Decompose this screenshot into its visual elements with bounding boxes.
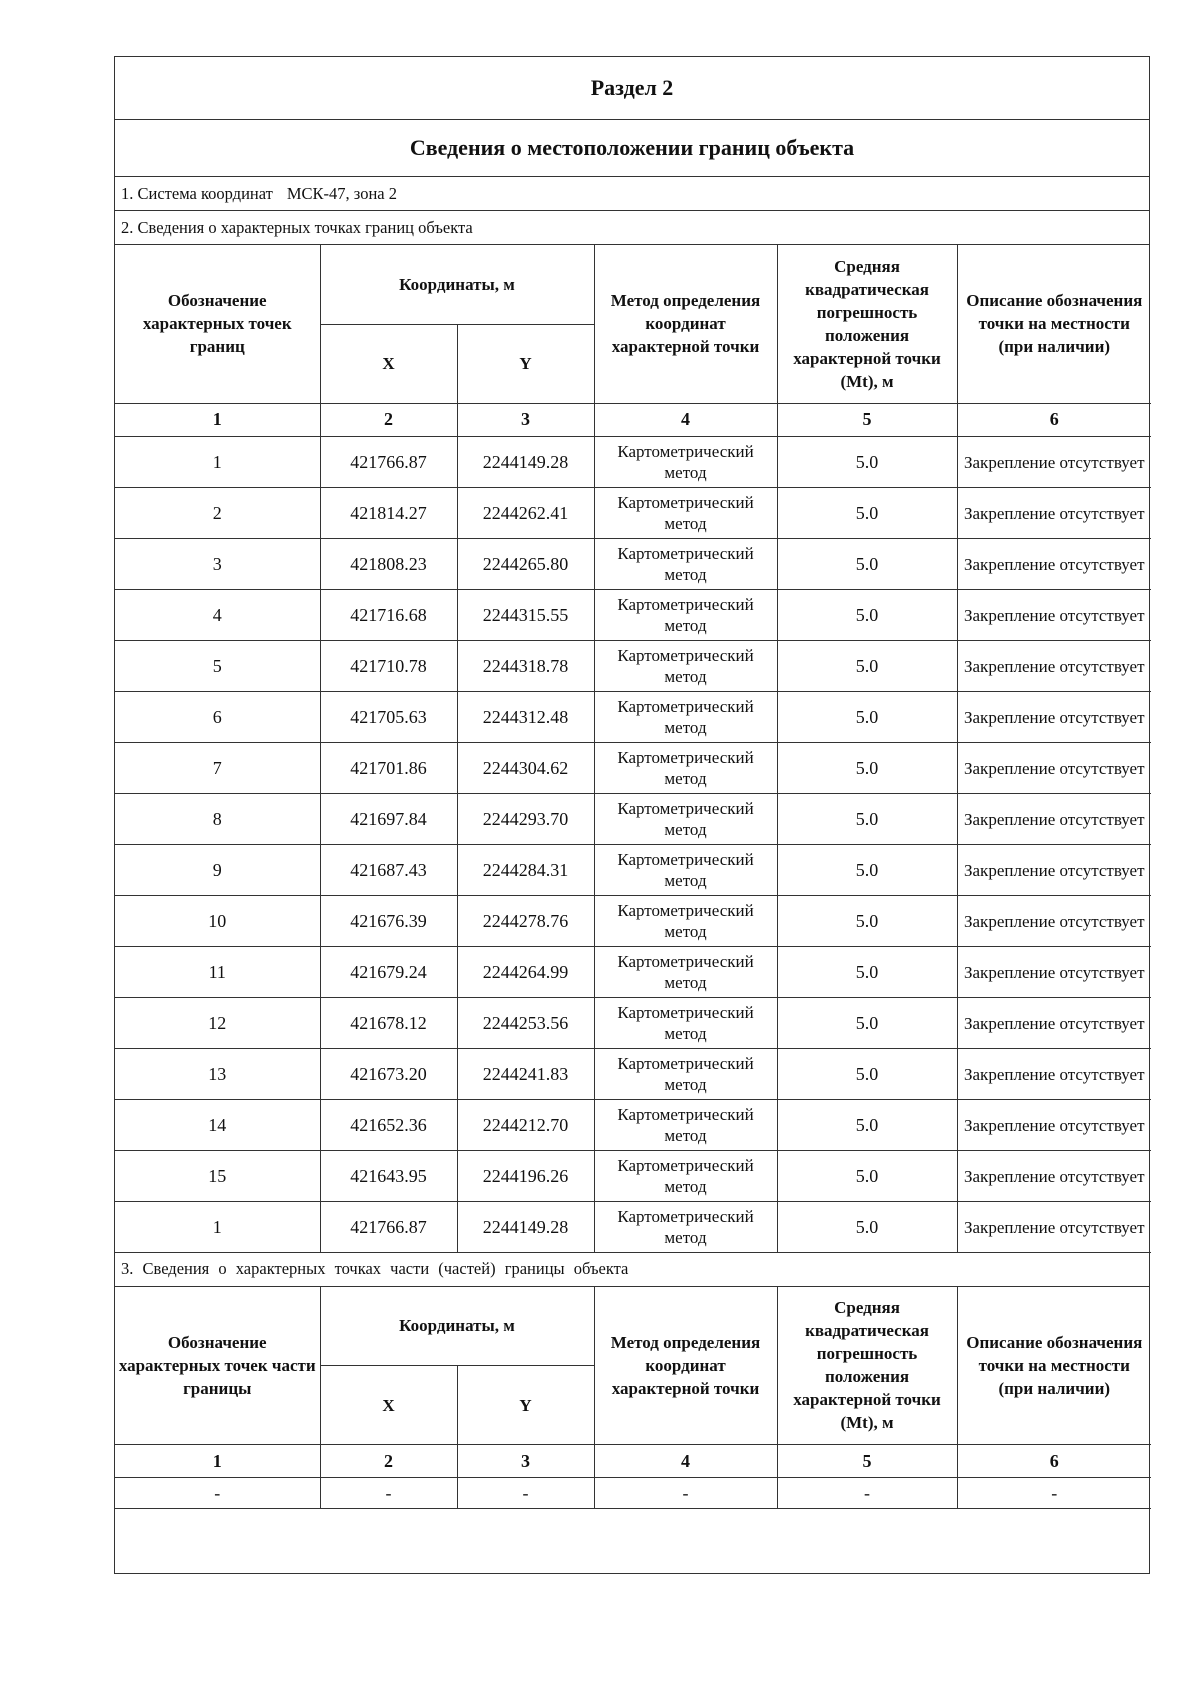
cell-method: Картометрический метод [594,589,777,640]
column-number: 3 [457,403,594,436]
cell-method: Картометрический метод [594,895,777,946]
cell-method: Картометрический метод [594,487,777,538]
header-description: Описание обозначения точки на местности (при наличии) [957,245,1151,403]
column-number: 1 [115,1445,320,1478]
cell-point: 4 [115,589,320,640]
cell-description: Закрепление отсутствует [957,844,1151,895]
cell-point: 13 [115,1048,320,1099]
cell-x: 421808.23 [320,538,457,589]
cell-y: 2244315.55 [457,589,594,640]
table-row [115,538,1151,589]
cell-description: Закрепление отсутствует [957,1201,1151,1252]
table-row [115,691,1151,742]
empty-footer-row [115,1509,1149,1573]
cell-point: 10 [115,895,320,946]
cell-error: 5.0 [777,1099,957,1150]
cell-x: 421643.95 [320,1150,457,1201]
column-number: 2 [320,403,457,436]
cell-y: 2244149.28 [457,436,594,487]
table-row [115,742,1151,793]
cell-point: 5 [115,640,320,691]
column-number: 2 [320,1445,457,1478]
column-numbers-row [115,403,1151,436]
cell-error: 5.0 [777,844,957,895]
cell-y: 2244265.80 [457,538,594,589]
cell-description: Закрепление отсутствует [957,895,1151,946]
header-y: Y [457,324,594,403]
cell-error: 5.0 [777,946,957,997]
cell-point: 8 [115,793,320,844]
cell-description: Закрепление отсутствует [957,1048,1151,1099]
cell-point: 15 [115,1150,320,1201]
header-x: X [320,1366,457,1445]
cell-description: Закрепление отсутствует [957,997,1151,1048]
cell-description: Закрепление отсутствует [957,1099,1151,1150]
cell-method: Картометрический метод [594,793,777,844]
cell-method: Картометрический метод [594,997,777,1048]
document-sheet [114,56,1150,1574]
cell-method: Картометрический метод [594,691,777,742]
cell-error: - [777,1478,957,1509]
column-number: 5 [777,1445,957,1478]
column-number: 4 [594,1445,777,1478]
coord-system-row [115,177,1149,211]
cell-point: - [115,1478,320,1509]
column-number: 1 [115,403,320,436]
cell-x: 421687.43 [320,844,457,895]
table-row [115,589,1151,640]
cell-description: Закрепление отсутствует [957,436,1151,487]
header-y: Y [457,1366,594,1445]
cell-x: 421766.87 [320,436,457,487]
column-number: 5 [777,403,957,436]
cell-point: 9 [115,844,320,895]
cell-description: Закрепление отсутствует [957,640,1151,691]
header-error: Средняя квадратическая погрешность положения характерной точки (Mt), м [777,1287,957,1445]
cell-y: 2244241.83 [457,1048,594,1099]
cell-x: 421766.87 [320,1201,457,1252]
cell-point: 1 [115,1201,320,1252]
coord-system-label: 1. Система координат [121,183,273,203]
cell-x: 421710.78 [320,640,457,691]
cell-point: 1 [115,436,320,487]
cell-method: Картометрический метод [594,1150,777,1201]
table-row [115,895,1151,946]
cell-method: Картометрический метод [594,1201,777,1252]
cell-description: Закрепление отсутствует [957,793,1151,844]
cell-error: 5.0 [777,742,957,793]
table-row [115,1150,1151,1201]
header-coords: Координаты, м [320,1287,594,1366]
cell-x: 421814.27 [320,487,457,538]
cell-point: 12 [115,997,320,1048]
part-points-table [115,1287,1151,1510]
cell-point: 11 [115,946,320,997]
cell-error: 5.0 [777,895,957,946]
cell-error: 5.0 [777,487,957,538]
cell-point: 7 [115,742,320,793]
cell-y: 2244278.76 [457,895,594,946]
cell-error: 5.0 [777,538,957,589]
cell-error: 5.0 [777,997,957,1048]
header-method: Метод определения координат характерной точки [594,245,777,403]
cell-error: 5.0 [777,691,957,742]
cell-x: - [320,1478,457,1509]
table-row [115,946,1151,997]
cell-method: Картометрический метод [594,1099,777,1150]
cell-error: 5.0 [777,436,957,487]
column-number: 3 [457,1445,594,1478]
section-title: Раздел 2 [115,57,1149,120]
cell-y: 2244212.70 [457,1099,594,1150]
table-row [115,640,1151,691]
cell-method: Картометрический метод [594,844,777,895]
cell-x: 421697.84 [320,793,457,844]
table-row [115,1478,1151,1509]
cell-error: 5.0 [777,640,957,691]
cell-y: - [457,1478,594,1509]
cell-y: 2244264.99 [457,946,594,997]
table-row [115,487,1151,538]
cell-description: Закрепление отсутствует [957,946,1151,997]
header-error: Средняя квадратическая погрешность положения характерной точки (Mt), м [777,245,957,403]
table2-caption: 3. Сведения о характерных точках части (частей) границы объекта [115,1253,1149,1287]
cell-description: Закрепление отсутствует [957,1150,1151,1201]
header-point: Обозначение характерных точек части границы [115,1287,320,1445]
header-point: Обозначение характерных точек границ [115,245,320,403]
table-row [115,793,1151,844]
table-row [115,997,1151,1048]
table-row [115,844,1151,895]
cell-method: Картометрический метод [594,538,777,589]
column-number: 6 [957,403,1151,436]
cell-y: 2244149.28 [457,1201,594,1252]
column-numbers-row [115,1445,1151,1478]
cell-method: Картометрический метод [594,742,777,793]
cell-method: - [594,1478,777,1509]
cell-point: 3 [115,538,320,589]
cell-method: Картометрический метод [594,640,777,691]
boundary-points-body [115,436,1151,1252]
cell-error: 5.0 [777,793,957,844]
cell-description: - [957,1478,1151,1509]
cell-error: 5.0 [777,589,957,640]
cell-x: 421652.36 [320,1099,457,1150]
cell-y: 2244253.56 [457,997,594,1048]
cell-error: 5.0 [777,1048,957,1099]
section-subtitle: Сведения о местоположении границ объекта [115,120,1149,177]
cell-description: Закрепление отсутствует [957,589,1151,640]
cell-method: Картометрический метод [594,1048,777,1099]
header-method: Метод определения координат характерной точки [594,1287,777,1445]
table-row [115,1048,1151,1099]
cell-method: Картометрический метод [594,946,777,997]
column-number: 6 [957,1445,1151,1478]
cell-method: Картометрический метод [594,436,777,487]
cell-x: 421716.68 [320,589,457,640]
cell-error: 5.0 [777,1201,957,1252]
table1-caption: 2. Сведения о характерных точках границ объекта [115,211,1149,245]
cell-y: 2244312.48 [457,691,594,742]
cell-y: 2244262.41 [457,487,594,538]
part-points-body [115,1478,1151,1509]
cell-x: 421679.24 [320,946,457,997]
cell-x: 421705.63 [320,691,457,742]
cell-description: Закрепление отсутствует [957,691,1151,742]
cell-point: 2 [115,487,320,538]
header-description: Описание обозначения точки на местности (при наличии) [957,1287,1151,1445]
cell-description: Закрепление отсутствует [957,487,1151,538]
cell-x: 421676.39 [320,895,457,946]
cell-y: 2244318.78 [457,640,594,691]
cell-point: 14 [115,1099,320,1150]
cell-x: 421701.86 [320,742,457,793]
cell-description: Закрепление отсутствует [957,538,1151,589]
cell-y: 2244196.26 [457,1150,594,1201]
cell-error: 5.0 [777,1150,957,1201]
table-row [115,436,1151,487]
table-row [115,1099,1151,1150]
cell-y: 2244293.70 [457,793,594,844]
cell-description: Закрепление отсутствует [957,742,1151,793]
cell-y: 2244284.31 [457,844,594,895]
column-number: 4 [594,403,777,436]
header-coords: Координаты, м [320,245,594,324]
cell-y: 2244304.62 [457,742,594,793]
table-row [115,1201,1151,1252]
coord-system-value: МСК-47, зона 2 [286,183,397,203]
cell-x: 421678.12 [320,997,457,1048]
cell-x: 421673.20 [320,1048,457,1099]
header-x: X [320,324,457,403]
boundary-points-table [115,245,1151,1253]
cell-point: 6 [115,691,320,742]
